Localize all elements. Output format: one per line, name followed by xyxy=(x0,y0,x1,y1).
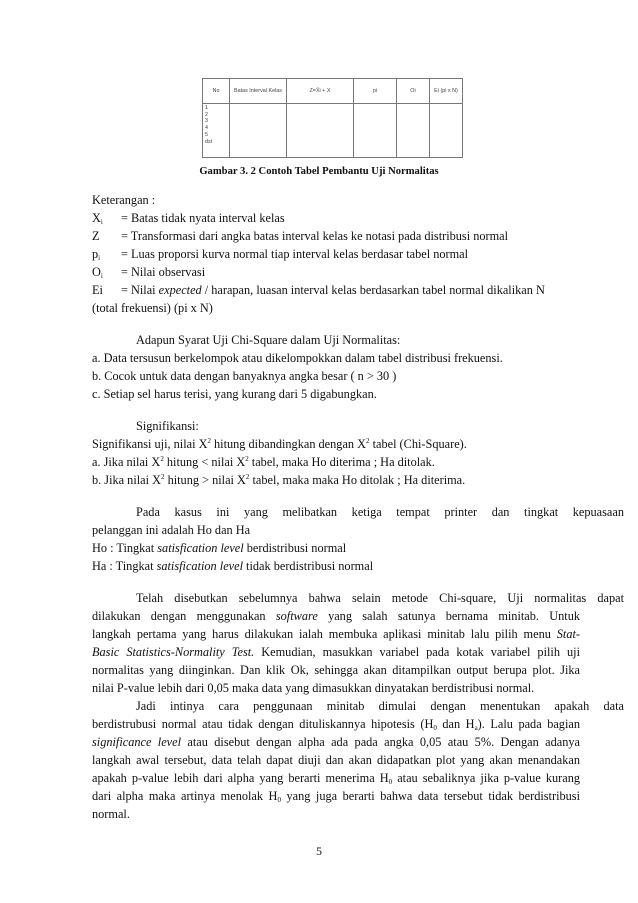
paragraph-line: Basic Statistics-Normality Test. Kemudian, masukkan variabel pada kotak variabel pilih uji xyxy=(92,645,580,659)
paragraph-line: langkah pertama yang harus dilakukan ialah membuka aplikasi minitab lalu pilih menu Stat- xyxy=(92,627,580,641)
keterangan-item: $O_i$ = Nilai observasi xyxy=(92,265,206,280)
table-header-row xyxy=(203,79,463,104)
keterangan-continuation: (total frekuensi) (pi x N) xyxy=(92,301,213,315)
page-number: 5 xyxy=(316,844,322,858)
syarat-item: b. Cocok untuk data dengan banyaknya angka besar ( n > 30 ) xyxy=(92,369,397,383)
paragraph-line: normal. xyxy=(92,807,130,821)
table-cell xyxy=(230,104,287,158)
table-header: No xyxy=(203,79,230,104)
keterangan-item: Ei = Nilai expected / harapan, luasan interval kelas berdasarkan tabel normal dikalikan N xyxy=(92,283,545,297)
table-header: Ei (pi x N) xyxy=(430,79,463,104)
kasus-line: pelanggan ini adalah Ho dan Ha xyxy=(92,523,251,537)
table-cell-no xyxy=(203,104,230,158)
row-number: 1 xyxy=(205,105,208,111)
paragraph-line: dilakukan dengan menggunakan software yang salah satunya bernama minitab. Untuk xyxy=(92,609,580,623)
table-header: Batas Interval Kelas xyxy=(230,79,287,104)
paragraph-line: apakah p-value lebih dari alpha yang berarti menerima $H_0$ atau sebaliknya jika p-value kurang xyxy=(92,771,580,786)
table-row xyxy=(203,104,463,158)
table-header: Oi xyxy=(397,79,430,104)
row-number: dst xyxy=(205,138,213,145)
paragraph-line: dari alpha maka artinya menolak $H_0$ yang juga berarti bahwa data tersebut tidak berdistribusi xyxy=(92,789,580,804)
signifikansi-line: Signifikansi uji, nilai $X^2$ hitung dibandingkan dengan $X^2$ tabel (Chi-Square). xyxy=(92,437,467,451)
paragraph-line: normalitas yang diinginkan. Dan klik Ok, sehingga akan ditampilkan output berupa plot. Jika xyxy=(92,663,580,677)
table-cell xyxy=(397,104,430,158)
row-number: 4 xyxy=(205,125,208,132)
signifikansi-heading: Signifikansi: xyxy=(136,419,199,433)
keterangan-item: $X_i$ = Batas tidak nyata interval kelas xyxy=(92,211,285,226)
kasus-line: Pada kasus ini yang melibatkan ketiga tempat printer dan tingkat kepuasaan xyxy=(136,505,624,519)
paragraph-line: berdistrubusi normal atau tidak dengan dituliskannya hipotesis ($H_0$ dan $H_a$). Lalu pada bagian xyxy=(92,717,580,732)
signifikansi-line: a. Jika nilai $X^2$ hitung < nilai $X^2$ tabel, maka Ho diterima ; Ha ditolak. xyxy=(92,455,435,469)
paragraph-line: langkah awal tersebut, data telah dapat diuji dan akan didapatkan plot yang akan menandakan xyxy=(92,753,580,767)
keterangan-item: Z = Transformasi dari angka batas interval kelas ke notasi pada distribusi normal xyxy=(92,229,509,243)
hypothesis-ho: Ho : Tingkat satisfication level berdistribusi normal xyxy=(92,541,347,555)
table-header: Z=X̄i + X xyxy=(287,79,354,104)
row-number: 3 xyxy=(205,118,208,125)
paragraph-line: significance level atau disebut dengan alpha ada pada angka 0,05 atau 5%. Dengan adanya xyxy=(92,735,580,749)
figure-caption: Gambar 3. 2 Contoh Tabel Pembantu Uji Normalitas xyxy=(199,166,439,177)
table-cell xyxy=(287,104,354,158)
hypothesis-ha: Ha : Tingkat satisfication level tidak berdistribusi normal xyxy=(92,559,374,573)
table-cell xyxy=(354,104,397,158)
syarat-heading: Adapun Syarat Uji Chi-Square dalam Uji Normalitas: xyxy=(136,333,401,347)
syarat-item: a. Data tersusun berkelompok atau dikelompokkan dalam tabel distribusi frekuensi. xyxy=(92,351,503,365)
figure-table xyxy=(202,78,463,158)
row-number: 5 xyxy=(205,131,208,138)
paragraph-line: Telah disebutkan sebelumnya bahwa selain metode Chi-square, Uji normalitas dapat xyxy=(136,591,624,605)
paragraph-line: Jadi intinya cara penggunaan minitab dimulai dengan menentukan apakah data xyxy=(136,699,624,713)
keterangan-heading: Keterangan : xyxy=(92,193,156,207)
keterangan-item: $p_i$ = Luas proporsi kurva normal tiap interval kelas berdasar tabel normal xyxy=(92,247,469,262)
row-number: 2 xyxy=(205,111,208,118)
table-header: pi xyxy=(354,79,397,104)
syarat-item: c. Setiap sel harus terisi, yang kurang dari 5 digabungkan. xyxy=(92,387,377,401)
signifikansi-line: b. Jika nilai $X^2$ hitung > nilai $X^2$ tabel, maka maka Ho ditolak ; Ha diterima. xyxy=(92,473,466,487)
table-cell xyxy=(430,104,463,158)
paragraph-line: nilai P-value lebih dari 0,05 maka data yang dimasukkan dinyatakan berdistribusi normal. xyxy=(92,681,535,695)
